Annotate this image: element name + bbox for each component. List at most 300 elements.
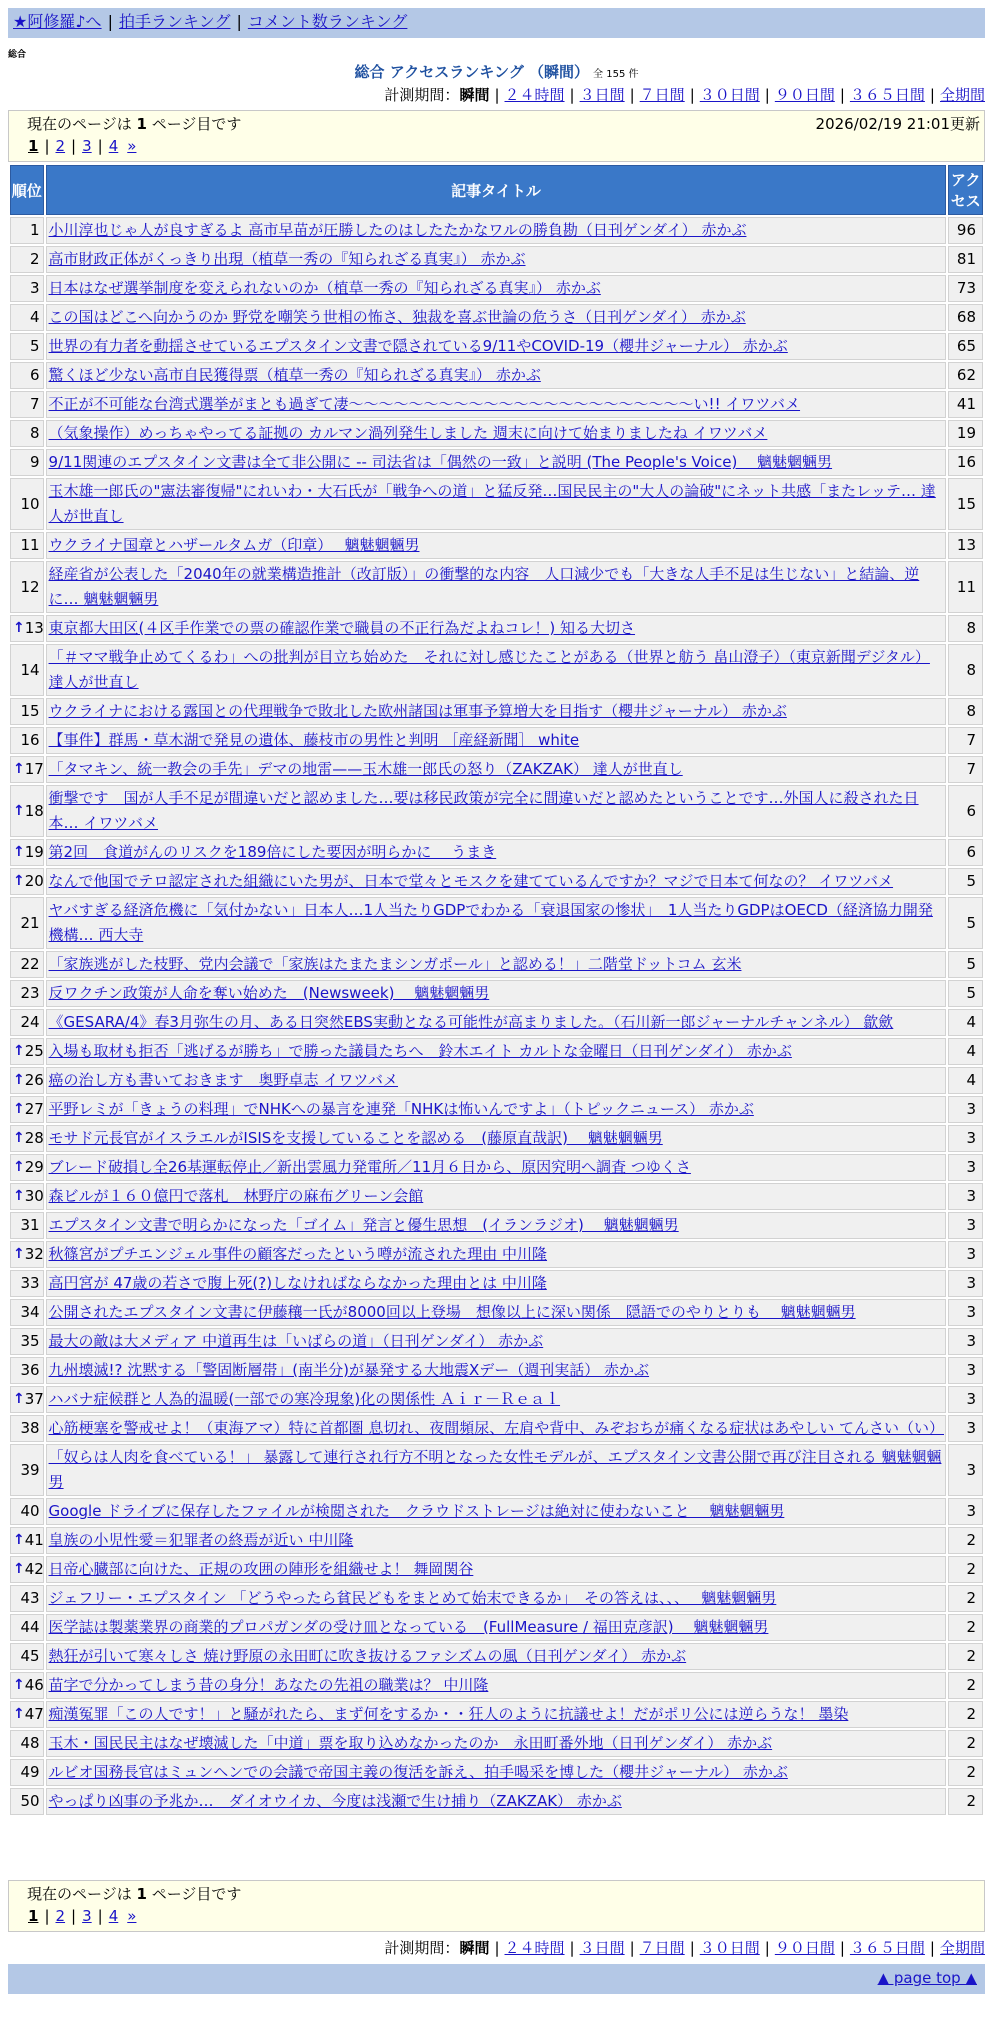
- rank-number: 8: [30, 424, 40, 442]
- article-link[interactable]: ウクライナにおける露国との代理戦争で敗北した欧州諸国は軍事予算増大を目指す（櫻井ジャーナル） 赤かぶ: [48, 702, 787, 720]
- page-link-3[interactable]: 3: [82, 1907, 92, 1925]
- page-status: [27, 1883, 966, 1905]
- title-cell: [46, 1498, 947, 1525]
- table-row: [10, 1154, 983, 1181]
- page-link-3[interactable]: 3: [82, 137, 92, 155]
- title-cell: [46, 1328, 947, 1355]
- rank-cell: [10, 1614, 44, 1641]
- period-separator: |: [494, 86, 500, 104]
- title-cell: [46, 1585, 947, 1612]
- article-link[interactable]: （気象操作）めっちゃやってる証拠の カルマン渦列発生しました 週末に向けて始まりましたね イワツバメ: [48, 424, 768, 442]
- article-link[interactable]: 癌の治し方も書いておきます 奥野卓志 イワツバメ: [48, 1071, 399, 1089]
- access-count: 2: [948, 1527, 983, 1554]
- rank-cell: [10, 951, 44, 978]
- table-row: [10, 1067, 983, 1094]
- up-arrow-icon: ↑: [13, 1246, 25, 1262]
- rank-number: 31: [20, 1216, 40, 1234]
- table-row: [10, 1125, 983, 1152]
- table-row: [10, 785, 983, 837]
- title-cell: [46, 868, 947, 895]
- access-count: 81: [948, 246, 983, 273]
- table-row: [10, 304, 983, 331]
- title-cell: [46, 1643, 947, 1670]
- table-row: [10, 1212, 983, 1239]
- period-separator: |: [764, 1939, 770, 1957]
- title-cell: [46, 532, 947, 559]
- access-count: 19: [948, 420, 983, 447]
- page-separator: |: [71, 137, 77, 155]
- up-arrow-icon: ↑: [13, 1043, 25, 1059]
- title-cell: [46, 275, 947, 302]
- rank-cell: [10, 1643, 44, 1670]
- article-link[interactable]: 最大の敵は大メディア 中道再生は「いばらの道」（日刊ゲンダイ） 赤かぶ: [48, 1332, 544, 1350]
- period-label: 計測期間：: [384, 86, 460, 104]
- up-arrow-icon: ↑: [13, 1677, 25, 1693]
- title-cell: [46, 644, 947, 696]
- title-cell: [46, 1444, 947, 1496]
- article-link[interactable]: 経産省が公表した「2040年の就業構造推計（改訂版）」の衝撃的な内容 人口減少でも「大きな人手不足は生じない」と結論、逆に… 魑魅魍魎男: [48, 565, 920, 608]
- article-link[interactable]: 玉木・国民民主はなぜ壊滅した「中道」票を取り込めなかったのか 永田町番外地（日刊ゲンダイ） 赤かぶ: [48, 1734, 773, 1752]
- title-cell: [46, 1386, 947, 1413]
- title-cell: [46, 1614, 947, 1641]
- table-row: [10, 868, 983, 895]
- pager-bottom: [8, 1880, 985, 1932]
- page-status-current: 1: [136, 115, 147, 133]
- article-link[interactable]: ブレード破損し全26基運転停止／新出雲風力発電所／11月６日から、原因究明へ調査 つゆくさ: [48, 1158, 691, 1176]
- period-option-7[interactable]: 全期間: [939, 1939, 985, 1957]
- title-cell: [46, 1672, 947, 1699]
- rank-number: 25: [24, 1042, 44, 1060]
- table-row: [10, 449, 983, 476]
- table-row: [10, 478, 983, 530]
- rank-number: 45: [20, 1647, 40, 1665]
- access-count: 15: [948, 478, 983, 530]
- table-row: [10, 951, 983, 978]
- rank-number: 50: [20, 1792, 40, 1810]
- article-link[interactable]: 医学誌は製薬業界の商業的プロパガンダの受け皿となっている (FullMeasure / 福田克彦訳) 魑魅魍魎男: [48, 1618, 769, 1636]
- up-arrow-icon: ↑: [13, 620, 25, 636]
- rank-cell: [10, 362, 44, 389]
- rank-cell: [10, 785, 44, 837]
- access-count: 8: [948, 615, 983, 642]
- up-arrow-icon: ↑: [13, 1532, 25, 1548]
- rank-cell: [10, 1788, 44, 1815]
- up-arrow-icon: ↑: [13, 1561, 25, 1577]
- period-current: 瞬間: [459, 86, 490, 104]
- period-separator: |: [689, 86, 695, 104]
- footer-bar: [8, 1964, 985, 1994]
- rank-number: 14: [20, 660, 40, 679]
- title-cell: [46, 420, 947, 447]
- rank-number: 30: [24, 1187, 44, 1205]
- article-link[interactable]: 心筋梗塞を警戒せよ！（東海アマ）特に首都圏 息切れ、夜間頻尿、左肩や背中、みぞおちが痛くなる症状はあやしい てんさい（い）: [48, 1419, 944, 1437]
- next-page-link[interactable]: »: [127, 137, 137, 155]
- title-cell: [46, 1701, 947, 1728]
- period-option-3[interactable]: ７日間: [639, 1939, 685, 1957]
- title-cell: [46, 839, 947, 866]
- table-row: [10, 246, 983, 273]
- article-link[interactable]: 皇族の小児性愛＝犯罪者の終焉が近い 中川隆: [48, 1531, 354, 1549]
- period-option-5[interactable]: ９０日間: [774, 1939, 835, 1957]
- update-time: 2026/02/19 21:01更新: [815, 115, 980, 133]
- rank-cell: [10, 1270, 44, 1297]
- article-link[interactable]: 九州壊滅!? 沈黙する「警固断層帯」(南半分)が暴発する大地震Xデー（週刊実話） 赤かぶ: [48, 1361, 650, 1379]
- title-cell: [46, 756, 947, 783]
- page-separator: |: [71, 1907, 77, 1925]
- article-link[interactable]: 日本はなぜ選挙制度を変えられないのか（植草一秀の『知られざる真実』） 赤かぶ: [48, 279, 601, 297]
- title-cell: [46, 1788, 947, 1815]
- up-arrow-icon: ↑: [13, 1391, 25, 1407]
- access-count: 3: [948, 1125, 983, 1152]
- access-count: 3: [948, 1415, 983, 1442]
- title-cell: [46, 449, 947, 476]
- access-count: 5: [948, 897, 983, 949]
- title-cell: [46, 217, 947, 244]
- table-row: [10, 1585, 983, 1612]
- access-count: 4: [948, 1009, 983, 1036]
- up-arrow-icon: ↑: [13, 1072, 25, 1088]
- rank-cell: [10, 449, 44, 476]
- table-row: [10, 1788, 983, 1815]
- period-option-1[interactable]: ２４時間: [504, 86, 565, 104]
- access-count: 5: [948, 868, 983, 895]
- article-link[interactable]: 苗字で分かってしまう昔の身分！あなたの先祖の職業は？ 中川隆: [48, 1676, 489, 1694]
- table-row: [10, 756, 983, 783]
- article-link[interactable]: 平野レミが「きょうの料理」でNHKへの暴言を連発「NHKは怖いんですよ」（トピックニュース） 赤かぶ: [48, 1100, 754, 1118]
- rank-cell: [10, 839, 44, 866]
- clap-ranking-link[interactable]: 拍手ランキング: [118, 12, 231, 31]
- pager-top: [8, 110, 985, 162]
- page-top-link[interactable]: ▲ page top ▲: [877, 1969, 977, 1987]
- table-row: [10, 615, 983, 642]
- period-option-4[interactable]: ３０日間: [699, 86, 760, 104]
- rank-number: 34: [20, 1303, 40, 1321]
- article-link[interactable]: 玉木雄一郎氏の"憲法審復帰"にれいわ・大石氏が「戦争への道」と猛反発…国民民主の"大人の論破"にネット共感「またレッテ… 達人が世直し: [48, 482, 936, 525]
- title-cell: [46, 951, 947, 978]
- title-cell: [46, 1125, 947, 1152]
- rank-cell: [10, 1328, 44, 1355]
- title-cell: [46, 1038, 947, 1065]
- table-row: [10, 391, 983, 418]
- rank-number: 48: [20, 1734, 40, 1752]
- article-link[interactable]: 日帝心臓部に向けた、正規の攻囲の陣形を組織せよ！ 舞岡関谷: [48, 1560, 474, 1578]
- rank-number: 42: [24, 1560, 44, 1578]
- article-link[interactable]: 第2回 食道がんのリスクを189倍にした要因が明らかに うまき: [48, 843, 497, 861]
- period-option-1[interactable]: ２４時間: [504, 1939, 565, 1957]
- rank-number: 27: [24, 1100, 44, 1118]
- period-separator: |: [929, 86, 935, 104]
- access-count: 8: [948, 698, 983, 725]
- period-separator: |: [839, 86, 845, 104]
- rank-number: 40: [20, 1502, 40, 1520]
- title-cell: [46, 561, 947, 613]
- title-cell: [46, 1212, 947, 1239]
- article-link[interactable]: 秋篠宮がプチエンジェル事件の顧客だったという噂が流された理由 中川隆: [48, 1245, 548, 1263]
- article-link[interactable]: 高市財政正体がくっきり出現（植草一秀の『知られざる真実』） 赤かぶ: [48, 250, 526, 268]
- article-link[interactable]: ハバナ症候群と人為的温暖(一部での寒冷現象)化の関係性 Ａｉｒ－Ｒｅａｌ: [48, 1390, 561, 1408]
- article-link[interactable]: 「家族逃がした枝野、党内会議で「家族はたまたまシンガポール」と認める！」二階堂ドットコム 玄米: [48, 955, 742, 973]
- rank-cell: [10, 868, 44, 895]
- title-cell: [46, 785, 947, 837]
- article-link[interactable]: ウクライナ国章とハザールタムガ（印章） 魑魅魍魎男: [48, 536, 420, 554]
- access-count: 8: [948, 644, 983, 696]
- rank-cell: [10, 1759, 44, 1786]
- rank-number: 24: [20, 1013, 40, 1031]
- article-link[interactable]: 9/11関連のエプスタイン文書は全て非公開に -- 司法省は「偶然の一致」と説明 (The People's Voice) 魑魅魍魎男: [48, 453, 833, 471]
- article-link[interactable]: モサド元長官がイスラエルがISISを支援していることを認める (藤原直哉訳) 魑魅魍魎男: [48, 1129, 663, 1147]
- page-link-2[interactable]: 2: [55, 1907, 66, 1925]
- rank-cell: [10, 1498, 44, 1525]
- access-count: 73: [948, 275, 983, 302]
- access-count: 2: [948, 1556, 983, 1583]
- article-link[interactable]: 驚くほど少ない高市自民獲得票（植草一秀の『知られざる真実』） 赤かぶ: [48, 366, 541, 384]
- article-link[interactable]: 衝撃です 国が人手不足が間違いだと認めました…要は移民政策が完全に間違いだと認めたということです…外国人に殺された日本… イワツバメ: [48, 789, 919, 832]
- up-arrow-icon: ↑: [13, 1130, 25, 1146]
- article-link[interactable]: エプスタイン文書で明らかになった「ゴイム」発言と優生思想 (イランラジオ) 魑魅魍魎男: [48, 1216, 679, 1234]
- table-row: [10, 561, 983, 613]
- up-arrow-icon: ↑: [13, 802, 25, 819]
- article-link[interactable]: 痴漢冤罪「この人です！」と騒がれたら、まず何をするか・・狂人のように抗議せよ！だがポリ公には逆らうな！ 墨染: [48, 1705, 849, 1723]
- article-link[interactable]: 不正が不可能な台湾式選挙がまとも過ぎて凄〜〜〜〜〜〜〜〜〜〜〜〜〜〜〜〜〜〜〜〜〜〜〜い!! イワツバメ: [48, 395, 801, 413]
- access-count: 2: [948, 1759, 983, 1786]
- rank-number: 2: [30, 250, 40, 268]
- rank-number: 39: [20, 1460, 40, 1479]
- period-selector-bottom: [8, 1938, 985, 1958]
- access-count: 41: [948, 391, 983, 418]
- page-link-4[interactable]: 4: [108, 137, 119, 155]
- rank-number: 10: [20, 494, 40, 513]
- access-count: 3: [948, 1183, 983, 1210]
- article-link[interactable]: 世界の有力者を動揺させているエプスタイン文書で隠されている9/11やCOVID-19（櫻井ジャーナル） 赤かぶ: [48, 337, 788, 355]
- access-count: 4: [948, 1067, 983, 1094]
- period-current: 瞬間: [459, 1939, 490, 1957]
- rank-number: 22: [20, 955, 40, 973]
- rank-number: 29: [24, 1158, 44, 1176]
- rank-number: 41: [24, 1531, 44, 1549]
- access-count: 2: [948, 1730, 983, 1757]
- next-page-link[interactable]: »: [127, 1907, 137, 1925]
- comment-ranking-link[interactable]: コメント数ランキング: [247, 12, 408, 31]
- article-link[interactable]: 熱狂が引いて寒々しさ 焼け野原の永田町に吹き抜けるファシズムの風（日刊ゲンダイ） 赤かぶ: [48, 1647, 687, 1665]
- period-separator: |: [689, 1939, 695, 1957]
- page-links: [27, 1905, 966, 1927]
- page-status-current: 1: [136, 1885, 147, 1903]
- access-count: 68: [948, 304, 983, 331]
- rank-cell: [10, 1183, 44, 1210]
- access-count: 3: [948, 1270, 983, 1297]
- access-count: 96: [948, 217, 983, 244]
- access-count: 3: [948, 1328, 983, 1355]
- rank-number: 19: [24, 843, 44, 861]
- rank-number: 36: [20, 1361, 40, 1379]
- rank-cell: [10, 698, 44, 725]
- article-link[interactable]: 反ワクチン政策が人命を奪い始めた (Newsweek) 魑魅魍魎男: [48, 984, 490, 1002]
- title-cell: [46, 362, 947, 389]
- rank-number: 4: [30, 308, 40, 326]
- rank-number: 26: [24, 1071, 44, 1089]
- rank-cell: [10, 561, 44, 613]
- page-status-prefix: 現在のページは: [27, 115, 137, 133]
- rank-cell: [10, 1527, 44, 1554]
- title-cell: [46, 1270, 947, 1297]
- period-separator: |: [629, 86, 635, 104]
- ranking-title: 総合 アクセスランキング （瞬間）: [354, 63, 590, 81]
- period-option-4[interactable]: ３０日間: [699, 1939, 760, 1957]
- access-count: 3: [948, 1498, 983, 1525]
- access-count: 16: [948, 449, 983, 476]
- article-link[interactable]: なんで他国でテロ認定された組織にいた男が、日本で堂々とモスクを建てているんですか？マジで日本て何なの？ イワツバメ: [48, 872, 894, 890]
- article-link[interactable]: 高円宮が 47歳の若さで腹上死(?)しなければならなかった理由とは 中川隆: [48, 1274, 547, 1292]
- article-link[interactable]: 小川淳也じゃ人が良すぎるよ 高市早苗が圧勝したのはしたたかなワルの勝負勘（日刊ゲンダイ） 赤かぶ: [48, 221, 747, 239]
- period-option-2[interactable]: ３日間: [579, 86, 625, 104]
- home-link[interactable]: ★阿修羅♪へ: [13, 12, 102, 31]
- title-cell: [46, 1759, 947, 1786]
- nav-separator: |: [107, 12, 113, 31]
- rank-cell: [10, 644, 44, 696]
- table-row: [10, 1328, 983, 1355]
- period-option-5[interactable]: ９０日間: [774, 86, 835, 104]
- period-separator: |: [629, 1939, 635, 1957]
- page-link-4[interactable]: 4: [108, 1907, 119, 1925]
- rank-number: 15: [20, 702, 40, 720]
- article-link[interactable]: やっぱり凶事の予兆か… ダイオウイカ、今度は浅瀬で生け捕り（ZAKZAK） 赤かぶ: [48, 1792, 622, 1810]
- access-count: 4: [948, 1038, 983, 1065]
- rank-cell: [10, 217, 44, 244]
- article-link[interactable]: 「奴らは人肉を食べている！」 暴露して連行され行方不明となった女性モデルが、エプスタイン文書公開で再び注目される 魑魅魍魎男: [48, 1448, 942, 1491]
- table-row: [10, 1614, 983, 1641]
- title-cell: [46, 1730, 947, 1757]
- title-cell: [46, 1241, 947, 1268]
- article-link[interactable]: 東京都大田区(４区手作業での票の確認作業で職員の不正行為だよねコレ！) 知る大切さ: [48, 619, 636, 637]
- rank-number: 33: [20, 1274, 40, 1292]
- title-cell: [46, 246, 947, 273]
- rank-number: 6: [30, 366, 40, 384]
- header-access: アクセス: [948, 165, 983, 215]
- title-cell: [46, 1009, 947, 1036]
- page-separator: |: [97, 137, 103, 155]
- period-option-6[interactable]: ３６５日間: [849, 86, 925, 104]
- article-link[interactable]: 《GESARA/4》春3月弥生の月、ある日突然EBS実動となる可能性が高まりました。（石川新一郎ジャーナルチャンネル） 歙歛: [48, 1013, 894, 1031]
- rank-cell: [10, 1154, 44, 1181]
- rank-number: 43: [20, 1589, 40, 1607]
- access-count: 5: [948, 980, 983, 1007]
- table-row: [10, 1096, 983, 1123]
- page-current: 1: [28, 1907, 39, 1925]
- table-row: [10, 420, 983, 447]
- rank-number: 37: [24, 1390, 44, 1408]
- rank-cell: [10, 1701, 44, 1728]
- access-count: 2: [948, 1788, 983, 1815]
- table-row: [10, 333, 983, 360]
- rank-cell: [10, 1038, 44, 1065]
- title-cell: [46, 333, 947, 360]
- access-count: 3: [948, 1212, 983, 1239]
- category-label: 総合: [8, 50, 27, 60]
- table-row: [10, 839, 983, 866]
- article-link[interactable]: 【事件】群馬・草木湖で発見の遺体、藤枝市の男性と判明 ［産経新聞］ white: [48, 731, 580, 749]
- article-link[interactable]: 森ビルが１６０億円で落札 林野庁の麻布グリーン会館: [48, 1187, 424, 1205]
- rank-number: 32: [24, 1245, 44, 1263]
- table-row: [10, 1415, 983, 1442]
- rank-cell: [10, 246, 44, 273]
- up-arrow-icon: ↑: [13, 1159, 25, 1175]
- period-option-7[interactable]: 全期間: [939, 86, 985, 104]
- article-link[interactable]: ルビオ国務長官はミュンヘンでの会議で帝国主義の復活を訴え、拍手喝采を博した（櫻井ジャーナル） 赤かぶ: [48, 1763, 788, 1781]
- article-link[interactable]: Google ドライブに保存したファイルが検閲された クラウドストレージは絶対に使わないこと 魑魅魍魎男: [48, 1502, 785, 1520]
- title-cell: [46, 1357, 947, 1384]
- rank-cell: [10, 333, 44, 360]
- rank-cell: [10, 615, 44, 642]
- up-arrow-icon: ↑: [13, 1706, 25, 1722]
- rank-cell: [10, 1096, 44, 1123]
- period-option-3[interactable]: ７日間: [639, 86, 685, 104]
- article-link[interactable]: 「タマキン、統一教会の手先」デマの地雷——玉木雄一郎氏の怒り（ZAKZAK） 達人が世直し: [48, 760, 683, 778]
- table-row: [10, 1556, 983, 1583]
- up-arrow-icon: ↑: [13, 844, 25, 860]
- rank-cell: [10, 1556, 44, 1583]
- period-option-2[interactable]: ３日間: [579, 1939, 625, 1957]
- article-link[interactable]: 「＃ママ戦争止めてくるわ」への批判が目立ち始めた それに対し感じたことがある（世界と舫う 畠山澄子）（東京新聞デジタル） 達人が世直し: [48, 648, 930, 691]
- article-link[interactable]: ジェフリー・エプスタイン 「どうやったら貧民どもをまとめて始末できるか」 その答えは、、、 魑魅魍魎男: [48, 1589, 777, 1607]
- access-count: 3: [948, 1386, 983, 1413]
- table-row: [10, 1701, 983, 1728]
- rank-number: 11: [20, 536, 40, 554]
- access-count: 3: [948, 1241, 983, 1268]
- table-row: [10, 1241, 983, 1268]
- rank-number: 1: [30, 221, 40, 239]
- table-row: [10, 644, 983, 696]
- rank-number: 23: [20, 984, 40, 1002]
- rank-cell: [10, 1730, 44, 1757]
- table-row: [10, 1498, 983, 1525]
- up-arrow-icon: ↑: [13, 761, 25, 777]
- access-count: 11: [948, 561, 983, 613]
- rank-number: 35: [20, 1332, 40, 1350]
- rank-number: 49: [20, 1763, 40, 1781]
- rank-cell: [10, 1444, 44, 1496]
- period-option-6[interactable]: ３６５日間: [849, 1939, 925, 1957]
- page-status-suffix: ページ目です: [146, 1885, 242, 1903]
- page-status-suffix: ページ目です: [146, 115, 242, 133]
- period-separator: |: [569, 86, 575, 104]
- title-cell: [46, 698, 947, 725]
- page-link-2[interactable]: 2: [55, 137, 66, 155]
- title-cell: [46, 1556, 947, 1583]
- article-link[interactable]: この国はどこへ向かうのか 野党を嘲笑う世相の怖さ、独裁を喜ぶ世論の危うさ（日刊ゲンダイ） 赤かぶ: [48, 308, 746, 326]
- title-cell: [46, 1299, 947, 1326]
- article-link[interactable]: 公開されたエプスタイン文書に伊藤穰一氏が8000回以上登場 想像以上に深い関係 隠語でのやりとりも 魑魅魍魎男: [48, 1303, 856, 1321]
- title-cell: [46, 980, 947, 1007]
- rank-number: 3: [30, 279, 40, 297]
- top-nav: [8, 8, 985, 38]
- article-link[interactable]: 入場も取材も拒否「逃げるが勝ち」で勝った議員たちへ 鈴木エイト カルトな金曜日（日刊ゲンダイ） 赤かぶ: [48, 1042, 792, 1060]
- rank-cell: [10, 1067, 44, 1094]
- article-link[interactable]: ヤバすぎる経済危機に「気付かない」日本人…1人当たりGDPでわかる「衰退国家の惨状」 1人当たりGDPはOECD（経済協力開発機構… 西大寺: [48, 901, 933, 944]
- period-separator: |: [929, 1939, 935, 1957]
- rank-cell: [10, 897, 44, 949]
- period-separator: |: [494, 1939, 500, 1957]
- rank-number: 38: [20, 1419, 40, 1437]
- title-cell: [46, 478, 947, 530]
- up-arrow-icon: ↑: [13, 1188, 25, 1204]
- page-separator: |: [97, 1907, 103, 1925]
- table-row: [10, 532, 983, 559]
- title-cell: [46, 1154, 947, 1181]
- page-separator: |: [44, 1907, 50, 1925]
- rank-number: 12: [20, 577, 40, 596]
- table-row: [10, 362, 983, 389]
- rank-number: 28: [24, 1129, 44, 1147]
